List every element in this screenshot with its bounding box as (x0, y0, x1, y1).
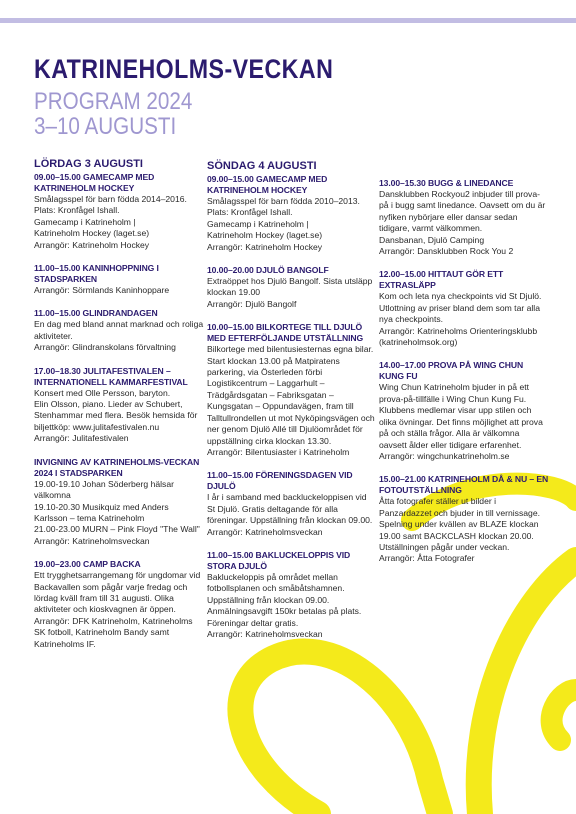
event (379, 178, 549, 257)
event-line: Gamecamp i Katrineholm | (207, 218, 309, 229)
page-title: KATRINEHOLMS-VECKAN (34, 54, 334, 84)
event-line: Arrangör: Åtta Fotografer (379, 553, 475, 564)
event-line: Bakluckeloppis på området mellan fotbollsplanen och småbåtshamnen. Uppställning från klockan 09.00. Anmälningsavgift 150kr betalas på plats. Föreningar deltar gratis. (207, 571, 362, 628)
event-title: 10.00–20.00 DJULÖ BANGOLF (207, 265, 329, 276)
event-line: Ett trygghetsarrangemang för ungdomar vid Backavallen som pågår varje fredag och lördag kväll fram till 31 augusti. Olika aktiviteter och kioskvagnen är öppen. (34, 570, 201, 615)
event-line: Wing Chun Katrineholm bjuder in på ett prova-på-tillfälle i Wing Chun Kung Fu. Klubbens medlemar visar upp stilen och olika övningar. Det finns möjlighet att prova på och ställa frågor. Alla är välkomna oavsett ålder eller tidigare erfarenhet. (379, 382, 543, 450)
event (34, 308, 204, 353)
event-line: Bilkortege med bilentusiesternas egna bilar. Start klockan 13.00 på Matpiratens parkering, via Österleden förbi Logistikcentrum – Laggarhult – Trädgårdsgatan – Fabriksgatan – Kungsgatan – Oppundavägen, fram till Talltullrondellen ut mot Nyköpingsvägen och ner genom Djulö Allé till Djulöområdet för uppställning cirka klockan 13.30. (207, 344, 375, 446)
event-line: Arrangör: Katrineholmsveckan (34, 535, 150, 546)
event (207, 470, 375, 538)
event (207, 322, 375, 458)
event-title: 13.00–15.30 BUGG & LINEDANCE (379, 178, 514, 188)
event-line: I år i samband med backluckeloppisen vid St Djulö. Gratis deltagande för alla föreningar. Uppställning från klockan 09.00. (207, 492, 373, 526)
event-line: Arrangör: wingchunkatrineholm.se (379, 450, 510, 461)
event-line: 19.00-19.10 Johan Söderberg hälsar välkomna (34, 478, 174, 501)
event-line: Arrangör: DFK Katrineholm, Katrineholms SK fotboll, Katrineholm Bandy samt Katrineholms IF. (34, 615, 193, 649)
event-line: Plats: Kronfågel Ishall. (207, 207, 293, 218)
event-line: 19.10-20.30 Musikquiz med Anders Karlsson – tema Katrineholm (34, 501, 169, 523)
column-sunday-continued (379, 178, 549, 577)
event-title: 10.00–15.00 BILKORTEGE TILL DJULÖ MED EFTERFÖLJANDE UTSTÄLLNING (207, 322, 364, 344)
column-saturday (34, 158, 204, 662)
event (34, 366, 204, 445)
event-line: 21.00-23.00 MURN – Pink Floyd "The Wall" (34, 524, 200, 535)
event-line: Arrangör: Katrineholmsveckan (207, 526, 323, 537)
column-sunday (207, 160, 375, 652)
event-line: Arrangör: Katrineholms Orienteringsklubb (katrineholmsok.org) (379, 325, 538, 348)
event-line: Arrangör: Katrineholmsveckan (207, 628, 323, 639)
event-title: 14.00–17.00 PROVA PÅ WING CHUN KUNG FU (379, 360, 524, 382)
event-title: 15.00–21.00 KATRINEHOLM DÅ & NU – EN FOTOUTSTÄLLNING (379, 474, 549, 496)
event-line: Smålagsspel för barn födda 2010–2013. (207, 196, 360, 206)
event (207, 265, 375, 310)
event-title: 09.00–15.00 GAMECAMP MED KATRINEHOLM HOCKEY (207, 174, 328, 195)
event-line: Arrangör: Bilentusiaster i Katrineholm (207, 446, 350, 457)
event-line: Dansklubben Rockyou2 inbjuder till prova-på i bugg samt linedance. Oavsett om du är nyfiken nybörjare eller dansar sedan tidigare, varmt välkommen. (379, 189, 546, 234)
event (34, 559, 204, 650)
day-heading: LÖRDAG 3 AUGUSTI (34, 158, 143, 170)
event-line: Extraöppet hos Djulö Bangolf. Sista utsläpp klockan 19.00 (207, 276, 373, 298)
event-line: Arrangör: Glindranskolans förvaltning (34, 342, 176, 353)
event-line: Åtta fotografer ställer ut bilder i Panzardazzet och bjuder in till vernissage. Spelning under kvällen av BLAZE klockan 19.00 samt BACKCLASH klockan 20.00. Utställningen pågår under veckan. (379, 496, 540, 552)
header (34, 54, 382, 139)
event-line: Arrangör: Katrineholm Hockey (34, 239, 150, 250)
event-title: INVIGNING AV KATRINEHOLMS-VECKAN 2024 I STADSPARKEN (34, 456, 200, 478)
event-title: 11.00–15.00 FÖRENINGSDAGEN VID DJULÖ (207, 470, 353, 492)
event-title: 11.00–15.00 BAKLUCKELOPPIS VID STORA DJULÖ (207, 549, 351, 571)
event (379, 474, 549, 564)
event-line: Katrineholm Hockey (laget.se) (34, 228, 150, 239)
event-line: Gamecamp i Katrineholm | (34, 216, 136, 227)
program-year: PROGRAM 2024 (34, 88, 193, 115)
event-title: 11.00–15.00 KANINHOPPNING I STADSPARKEN (34, 263, 159, 285)
event-line: Elin Olsson, piano. Lieder av Schubert, Stenhammar med flera. Besök hemsida för biljettköp: www.julitafestivalen.nu (34, 399, 198, 432)
event (207, 174, 375, 253)
event-title: 17.00–18.30 JULITAFESTIVALEN – INTERNATIONELL KAMMARFESTIVAL (34, 365, 188, 387)
event-line: Kom och leta nya checkpoints vid St Djulö. Utlottning av priser bland dem som tar alla nya checkpoints. (379, 291, 542, 325)
event-line: Katrineholm Hockey (laget.se) (207, 230, 323, 241)
event-line: Arrangör: Katrineholm Hockey (207, 241, 323, 252)
event-line: Arrangör: Djulö Bangolf (207, 298, 297, 309)
event (34, 263, 204, 296)
event-line: En dag med bland annat marknad och roliga aktiviteter. (34, 319, 204, 341)
event-title: 19.00–23.00 CAMP BACKA (34, 559, 141, 570)
event-title: 11.00–15.00 GLINDRANDAGEN (34, 308, 158, 319)
event-line: Konsert med Olle Persson, baryton. (34, 387, 171, 398)
day-heading: SÖNDAG 4 AUGUSTI (207, 160, 317, 172)
event-line: Smålagsspel för barn födda 2014–2016. (34, 194, 187, 204)
event (379, 269, 549, 348)
event (207, 550, 375, 640)
event-line: Arrangör: Dansklubben Rock You 2 (379, 246, 514, 257)
event-line: Arrangör: Sörmlands Kaninhoppare (34, 285, 170, 296)
date-range: 3–10 AUGUSTI (34, 113, 177, 140)
event-line: Dansbanan, Djulö Camping (379, 234, 485, 245)
event-title: 12.00–15.00 HITTAUT GÖR ETT EXTRASLÄPP (379, 269, 504, 291)
event-line: Arrangör: Julitafestivalen (34, 433, 129, 444)
event (34, 172, 204, 251)
event (379, 360, 549, 462)
event-line: Plats: Kronfågel Ishall. (34, 205, 120, 216)
event-title: 09.00–15.00 GAMECAMP MED KATRINEHOLM HOCKEY (34, 172, 155, 193)
event (34, 457, 204, 547)
